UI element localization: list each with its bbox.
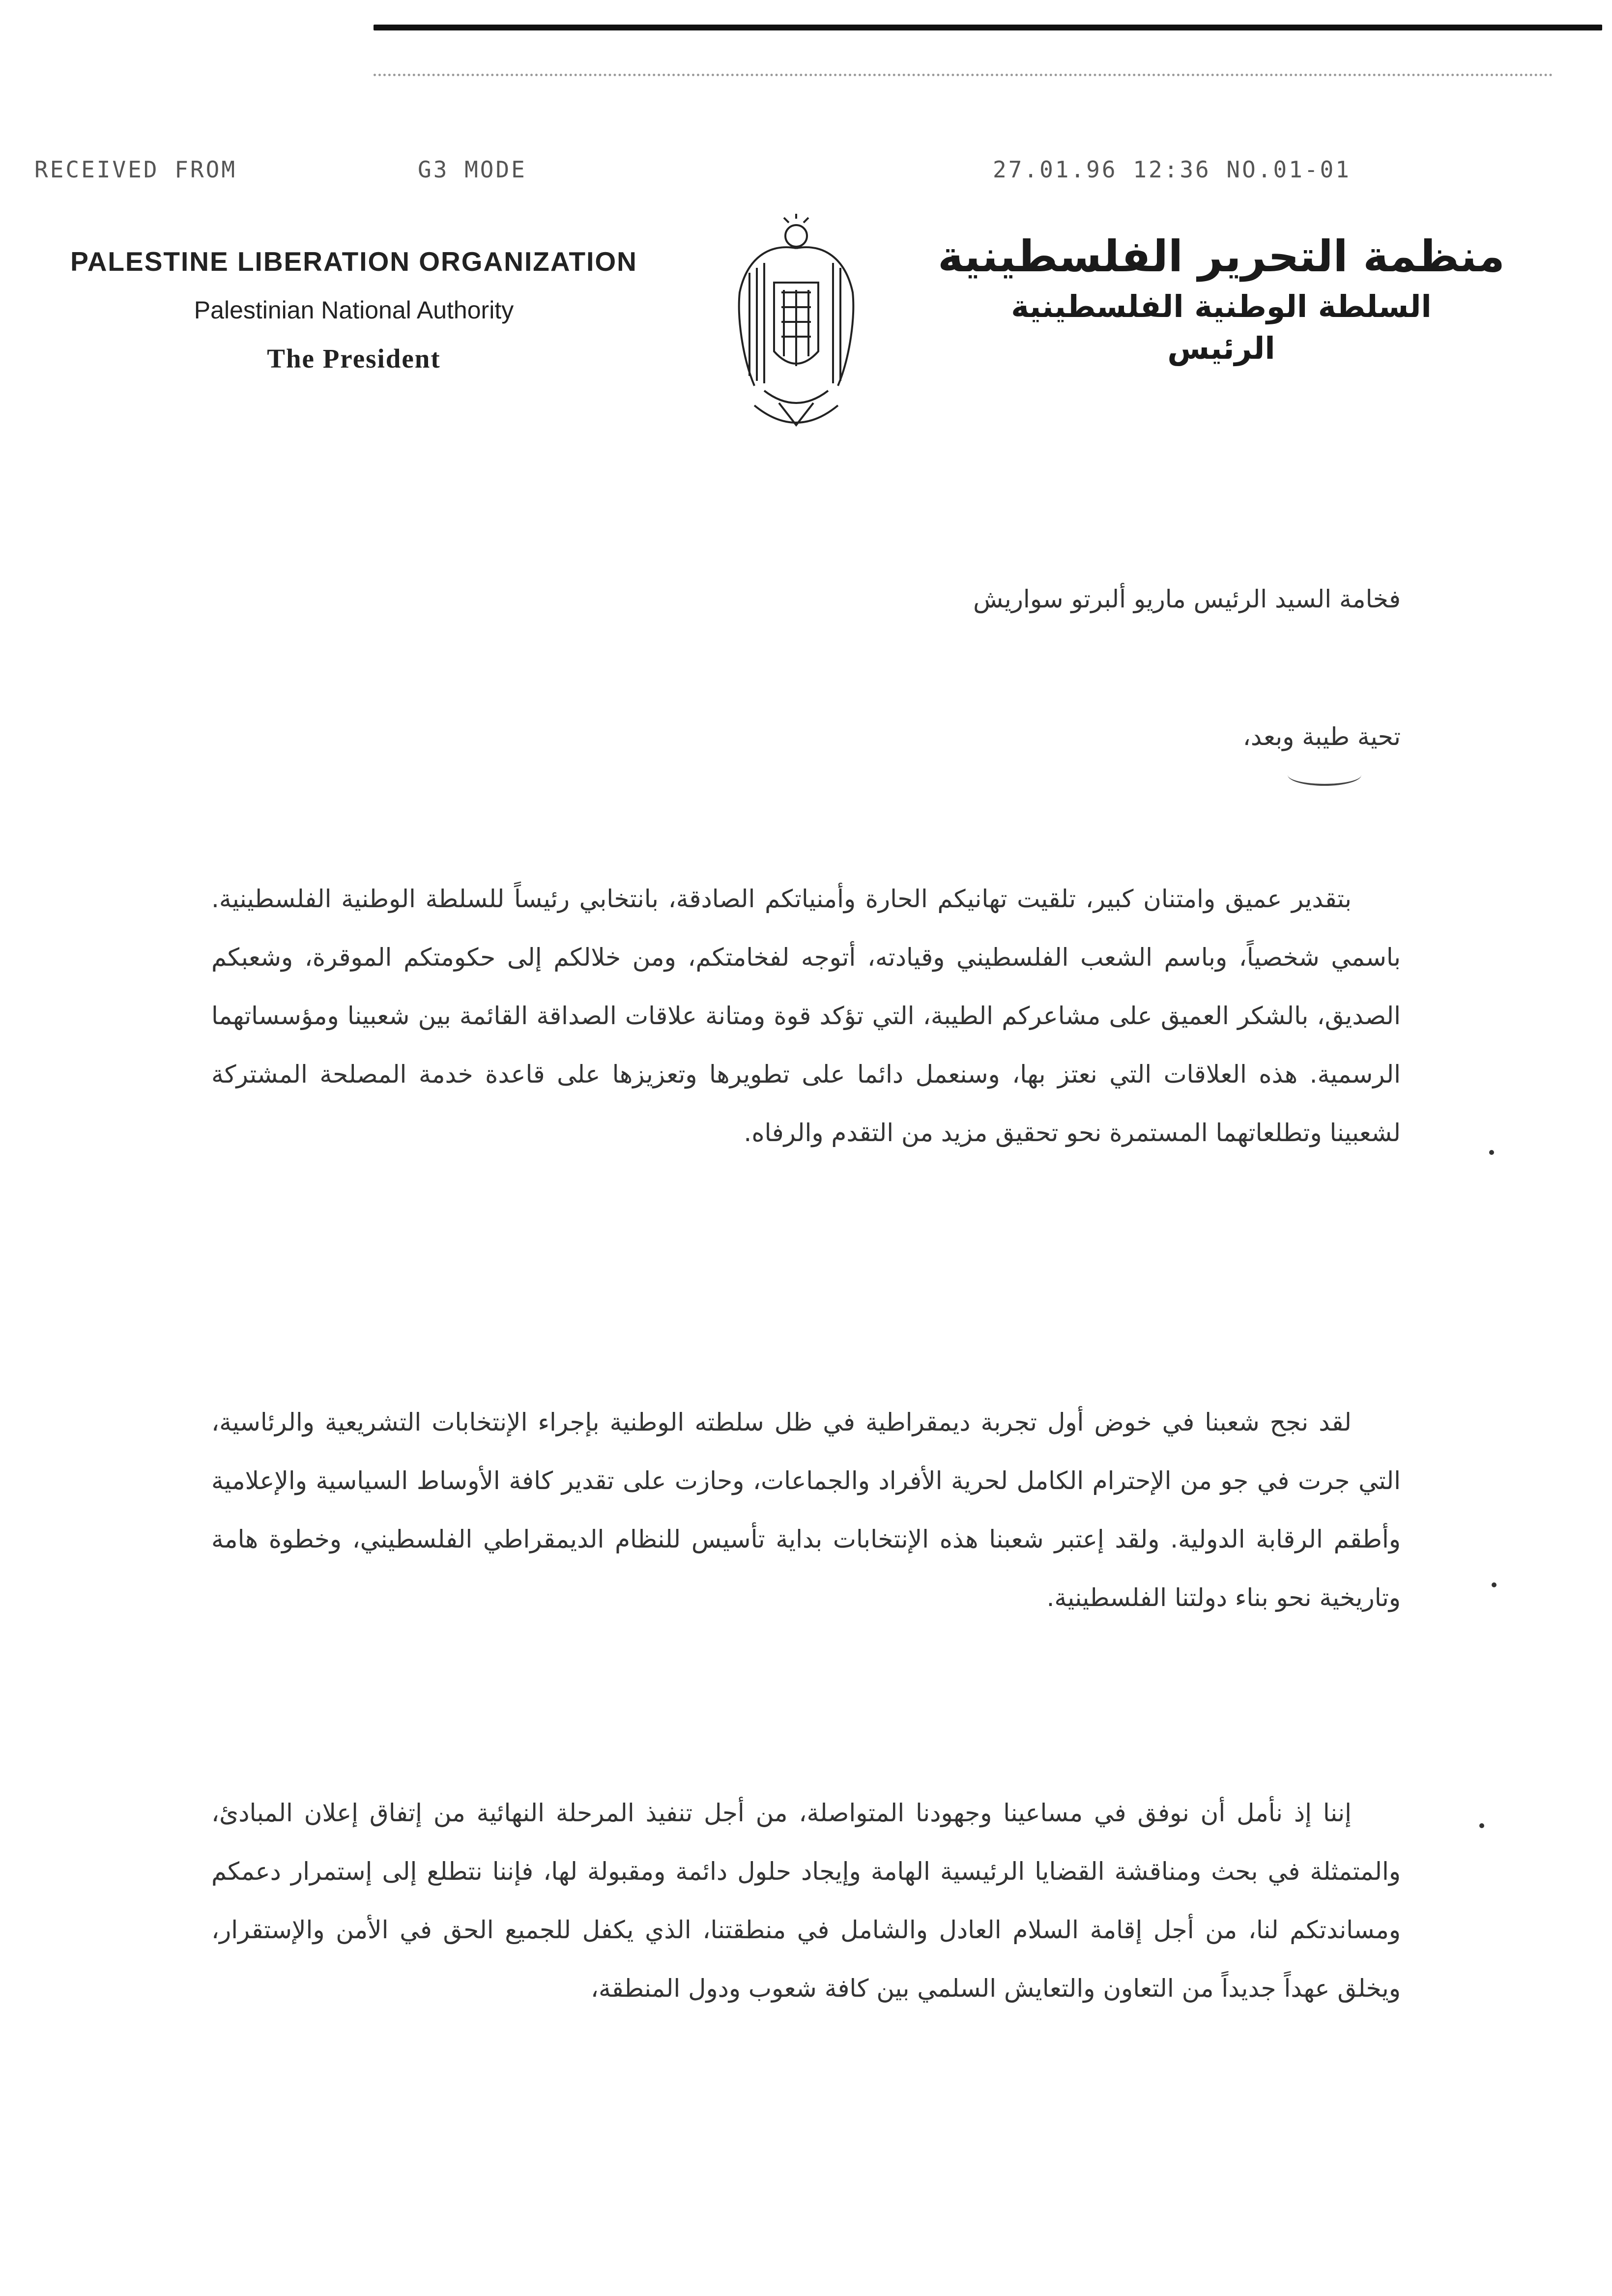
paragraph-2: لقد نجح شعبنا في خوض أول تجربة ديمقراطية في ظل سلطته الوطنية بإجراء الإنتخابات التشريعية والرئاسية، التي جرت في جو من الإحترام الكامل لحرية الأفراد والجماعات، وحازت على تقدير كافة الأوساط السياسية والإعلامية وأطقم الرقابة الدولية. ولقد إعتبر شعبنا هذه الإنتخابات بداية تأسيس للنظام الديمقراطي الفلسطيني، وخطوة هامة وتاريخية نحو بناء دولتنا الفلسطينية.: [211, 1408, 1401, 1612]
president-title-en: The President: [267, 344, 441, 373]
fax-header: [29, 156, 1504, 186]
fax-datetime: 27.01.96 12:36 NO.01-01: [993, 156, 1351, 183]
fax-mode: G3 MODE: [418, 156, 527, 183]
handwritten-mark: [1288, 764, 1361, 786]
president-title-ar: الرئيس: [1167, 330, 1275, 366]
eagle-emblem-icon: [735, 209, 858, 445]
scan-speck: [1479, 1823, 1484, 1828]
scan-speck: [1492, 1582, 1497, 1587]
organization-name-en: PALESTINE LIBERATION ORGANIZATION: [70, 246, 637, 277]
addressee: فخامة السيد الرئيس ماريو ألبرتو سواريش: [973, 585, 1401, 613]
authority-name-en: Palestinian National Authority: [194, 296, 514, 324]
letterhead-english: [59, 246, 649, 374]
paragraph-3: إننا إذ نأمل أن نوفق في مساعينا وجهودنا المتواصلة، من أجل تنفيذ المرحلة النهائية من إتفاق إعلان المبادئ، والمتمثلة في بحث ومناقشة القضايا الرئيسية الهامة وإيجاد حلول دائمة ومقبولة لها، فإننا نتطلع إلى إستمرار دعمكم ومساندتكم لنا، من أجل إقامة السلام العادل والشامل في منطقتنا، الذي يكفل للجميع الحق في الأمن والإستقرار، ويخلق عهداً جديداً من التعاون والتعايش السلمي بين كافة شعوب ودول المنطقة،: [211, 1799, 1401, 2003]
organization-name-ar: منظمة التحرير الفلسطينية: [938, 231, 1505, 282]
paragraph-1: بتقدير عميق وامتنان كبير، تلقيت تهانيكم الحارة وأمنياتكم الصادقة، بانتخابي رئيساً للسلطة الوطنية الفلسطينية. باسمي شخصياً، وباسم الشعب الفلسطيني وقيادته، أتوجه لفخامتكم، ومن خلالكم إلى حكومتكم الموقرة، وشعبكم الصديق، بالشكر العميق على مشاعركم الطيبة، التي تؤكد قوة ومتانة علاقات الصداقة القائمة بين شعبينا ومؤسساتهما الرسمية. هذه العلاقات التي نعتز بها، وسنعمل دائما على تطويرها وتعزيزها على قاعدة خدمة المصلحة المشتركة لشعبينا وتطلعاتهما المستمرة نحو تحقيق مزيد من التقدم والرفاه.: [211, 885, 1401, 1147]
fax-top-rule: [374, 25, 1602, 30]
fax-received-from: RECEIVED FROM: [34, 156, 237, 183]
letterhead-arabic: [904, 231, 1538, 366]
scan-speck: [1489, 1150, 1494, 1155]
fax-dotted-line: [374, 74, 1553, 76]
authority-name-ar: السلطة الوطنية الفلسطينية: [1011, 288, 1432, 324]
greeting: تحية طيبة وبعد،: [1242, 722, 1401, 751]
